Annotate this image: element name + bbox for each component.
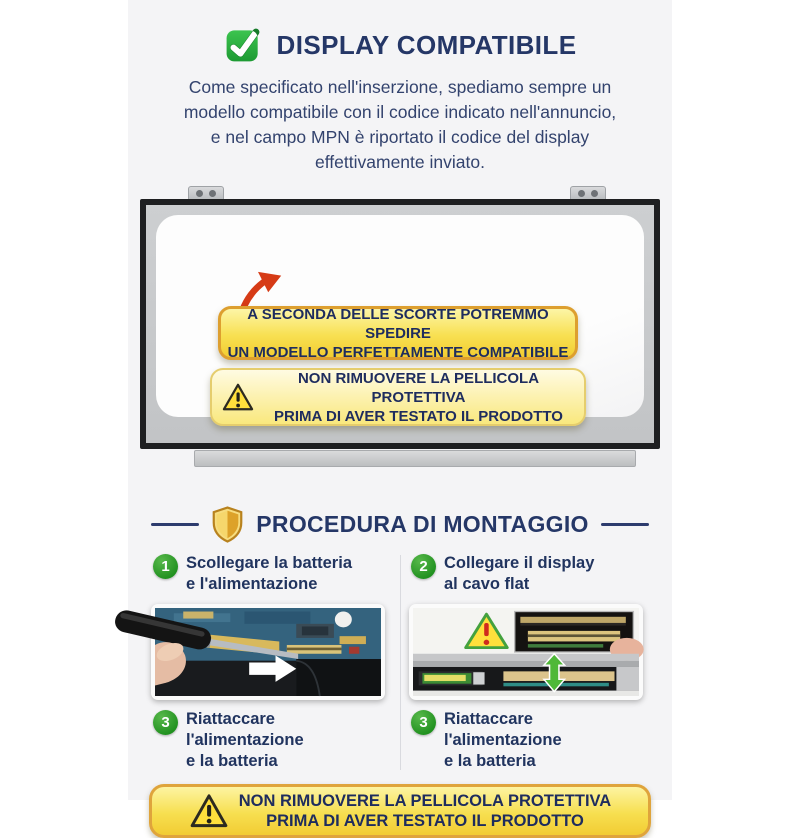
heading-rule — [151, 523, 199, 526]
step-text-line: e la batteria — [444, 752, 536, 770]
intro-line: Come specificato nell'inserzione, spediamo sempre un — [188, 77, 612, 97]
page-title: DISPLAY COMPATIBILE — [276, 29, 577, 60]
step-number-badge: 2 — [411, 554, 436, 579]
step-text-line: e l'alimentazione — [186, 575, 318, 593]
step-number-badge: 3 — [411, 710, 436, 735]
step-1-label — [151, 553, 391, 599]
intro-line: modello compatibile con il codice indicato nell'annuncio, — [183, 102, 617, 122]
procedure-heading — [128, 506, 672, 543]
banner-line: NON RIMUOVERE LA PELLICOLA PROTETTIVA — [238, 792, 612, 810]
step-number-badge: 3 — [153, 710, 178, 735]
warning-icon — [222, 382, 254, 412]
procedure-title: PROCEDURA DI MONTAGGIO — [256, 511, 589, 537]
banner-line: UN MODELLO PERFETTAMENTE COMPATIBILE — [227, 343, 569, 361]
photo-step1-disconnect-battery — [151, 604, 385, 700]
shield-icon — [211, 506, 244, 543]
content-column — [128, 0, 672, 830]
film-warning-banner — [210, 368, 586, 426]
banner-line: PRIMA DI AVER TESTATO IL PRODOTTO — [266, 812, 584, 830]
step-text-line: al cavo flat — [444, 575, 530, 593]
banner-line: A SECONDA DELLE SCORTE POTREMMO SPEDIRE — [247, 305, 549, 342]
warning-icon — [189, 793, 229, 829]
heading-rule — [601, 523, 649, 526]
procedure-steps — [151, 553, 649, 772]
intro-line: e nel campo MPN è riportato il codice del display — [210, 127, 590, 147]
step-text-line: e la batteria — [186, 752, 278, 770]
step-number-badge: 1 — [153, 554, 178, 579]
lcd-panel-image — [138, 186, 662, 472]
banner-line: PRIMA DI AVER TESTATO IL PRODOTTO — [274, 407, 563, 425]
intro-text — [128, 75, 672, 175]
step-text-line: Scollegare la batteria — [186, 554, 352, 572]
intro-line: effettivamente inviato. — [315, 152, 485, 172]
step-text-line: Riattaccare l'alimentazione — [444, 710, 562, 749]
step-3-left-label — [151, 709, 391, 772]
step-text-line: Riattaccare l'alimentazione — [186, 710, 304, 749]
footer-warning-banner — [149, 784, 651, 838]
step-text-line: Collegare il display — [444, 554, 595, 572]
step-3-right-label — [409, 709, 649, 772]
check-icon — [224, 26, 262, 64]
banner-line: NON RIMUOVERE LA PELLICOLA PROTETTIVA — [297, 369, 540, 406]
column-divider — [400, 555, 401, 770]
stock-warning-banner — [218, 306, 578, 360]
step-2-label — [409, 553, 649, 599]
header — [128, 0, 672, 64]
photo-step2-connect-flat-cable — [409, 604, 643, 700]
panel-foil-strip — [194, 450, 636, 467]
